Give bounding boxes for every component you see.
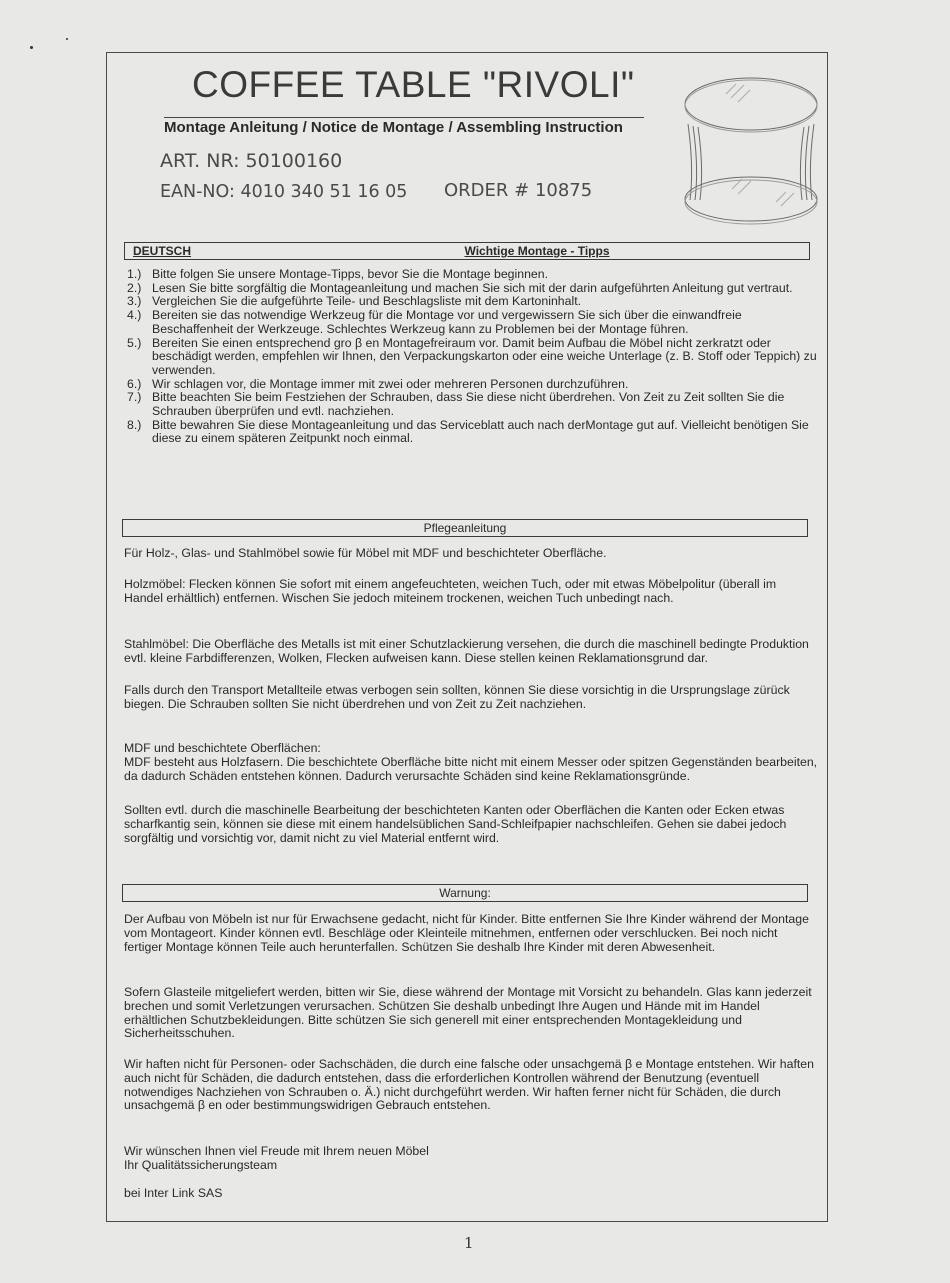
language-label: DEUTSCH [133, 244, 192, 258]
list-item: 3.) Vergleichen Sie die aufgeführte Teile- und Beschlagsliste mit dem Kartoninhalt. [127, 294, 582, 309]
section-header-warning [122, 884, 808, 902]
warning-heading: Warnung: [439, 886, 491, 900]
warning-paragraph-2: Sofern Glasteile mitgeliefert werden, bitten wir Sie, diese während der Montage mit Vorsicht zu behandeln. Glas kann jederzeit brechen und somit Verletzungen verursachen. Schützen Sie deshalb unbedingt Ihre Augen und Hände mit im Handel erhältlichen Schutzbekleidungen. Bitte schützen Sie sich generell mit einer entsprechenden Montagekleidung und Sicherheitsschuhen. [124, 985, 812, 1041]
section-header-tips [124, 242, 810, 260]
list-item: 4.) Bereiten sie das notwendige Werkzeug für die Montage vor und vergewissern Sie sich über die einwandfreie Beschaffenheit der Werkzeuge. Schlechtes Werkzeug kann zu Problemen bei der Montage führen. [127, 308, 742, 336]
list-item: 5.) Bereiten Sie einen entsprechend gro β en Montagefreiraum vor. Damit beim Aufbau die Möbel nicht zerkratzt oder beschädigt werden, empfehlen wir Ihnen, den Verpackungskarton oder eine weiche Unterlage (z. B. Stoff oder Teppich) zu verwenden. [127, 335, 817, 377]
list-item: 1.) Bitte folgen Sie unsere Montage-Tipps, bevor Sie die Montage beginnen. [127, 267, 549, 281]
coffee-table-illustration [676, 72, 826, 232]
section-header-care [122, 519, 808, 537]
closing-line-1: Wir wünschen Ihnen viel Freude mit Ihrem neuen Möbel [124, 1144, 429, 1158]
document-title: COFFEE TABLE "RIVOLI" [192, 64, 635, 105]
list-item: 2.) Lesen Sie bitte sorgfältig die Montageanleitung und machen Sie sich mit der darin aufgeführten Anleitung gut vertraut. [127, 280, 793, 295]
care-wood: Holzmöbel: Flecken können Sie sofort mit einem angefeuchteten, weichen Tuch, oder mit etwas Möbelpolitur (überall im Handel erhältlich) entfernen. Wischen Sie jedoch miteinem trockenen, weichen Tuch unbedingt nach. [124, 577, 777, 605]
page-number: 1 [464, 1234, 474, 1252]
care-steel-1: Stahlmöbel: Die Oberfläche des Metalls ist mit einer Schutzlackierung versehen, die durch die maschinell bedingte Produktion evtl. kleine Farbdifferenzen, Wolken, Flecken aufweisen kann. Diese stellen keinen Reklamationsgrund dar. [124, 637, 809, 665]
warning-paragraph-1: Der Aufbau von Möbeln ist nur für Erwachsene gedacht, nicht für Kinder. Bitte entfernen Sie Ihre Kinder während der Montage vom Montageort. Kinder können evtl. Beschläge oder Kleinteile mitnehmen, entfernen oder verschlucken. Bei noch nicht fertiger Montage können Teile auch herunterfallen. Schützen Sie deshalb Ihre Kinder mit deren Abwesenheit. [124, 912, 809, 954]
care-heading: Pflegeanleitung [423, 521, 507, 535]
list-item: 6.) Wir schlagen vor, die Montage immer mit zwei oder mehreren Personen durchzuführen. [127, 376, 629, 391]
tips-heading: Wichtige Montage - Tipps [464, 244, 610, 258]
closing-line-3: bei Inter Link SAS [124, 1186, 223, 1200]
care-intro: Für Holz-, Glas- und Stahlmöbel sowie für Möbel mit MDF und beschichteter Oberfläche. [124, 546, 607, 560]
list-item: 8.) Bitte bewahren Sie diese Montageanleitung und das Serviceblatt auch nach derMontage gut auf. Vielleicht benötigen Sie diese zu einem späteren Zeitpunkt noch einmal. [127, 417, 809, 446]
warning-paragraph-3: Wir haften nicht für Personen- oder Sachschäden, die durch eine falsche oder unsachgemä β e Montage entstehen. Wir haften auch nicht für Schäden, die dadurch entstehen, dass die erforderlichen Kontrollen während der Benutzung (eventuell notwendiges Nachziehen von Schrauben o. Ä.) nicht durchgeführt werden. Wir haften ferner nicht für Schäden, die durch unsachgemä β en oder bestimmungswidrigen Gebrauch entstehen. [124, 1057, 814, 1113]
document-subtitle: Montage Anleitung / Notice de Montage / Assembling Instruction [164, 117, 644, 136]
tips-list [120, 268, 820, 446]
list-item: 7.) Bitte beachten Sie beim Festziehen der Schrauben, dass Sie diese nicht überdrehen. Von Zeit zu Zeit sollten Sie die Schrauben überprüfen und evtl. nachziehen. [127, 390, 785, 419]
care-mdf-1: MDF besteht aus Holzfasern. Die beschichtete Oberfläche bitte nicht mit einem Messer oder spitzen Gegenständen bearbeiten, da dadurch Schäden entstehen können. Dadurch verursachte Schäden sind keine Reklamationsgründe. [124, 755, 818, 783]
care-mdf-2: Sollten evtl. durch die maschinelle Bearbeitung der beschichteten Kanten oder Oberflächen die Kanten oder Ecken etwas scharfkantig sein, können sie diese mit einem handelsüblichen Sand-Schleifpapier nachschleifen. Gehen sie dabei jedoch sorgfältig und vorsichtig vor, damit nicht zu viel Material entfernt wird. [124, 803, 787, 845]
order-number: ORDER # 10875 [444, 180, 593, 201]
care-mdf-title: MDF und beschichtete Oberflächen: [124, 741, 321, 755]
scan-speck [66, 38, 68, 40]
closing-line-2: Ihr Qualitätssicherungsteam [124, 1158, 278, 1172]
article-number: ART. NR: 50100160 [160, 150, 343, 172]
ean-number: EAN-NO: 4010 340 51 16 05 [160, 182, 408, 202]
scan-speck [30, 46, 33, 49]
care-steel-2: Falls durch den Transport Metallteile etwas verbogen sein sollten, können Sie diese vorsichtig in die Ursprungslage zürück biegen. Die Schrauben sollten Sie nicht überdrehen und von Zeit zu Zeit nachziehen. [124, 683, 790, 711]
